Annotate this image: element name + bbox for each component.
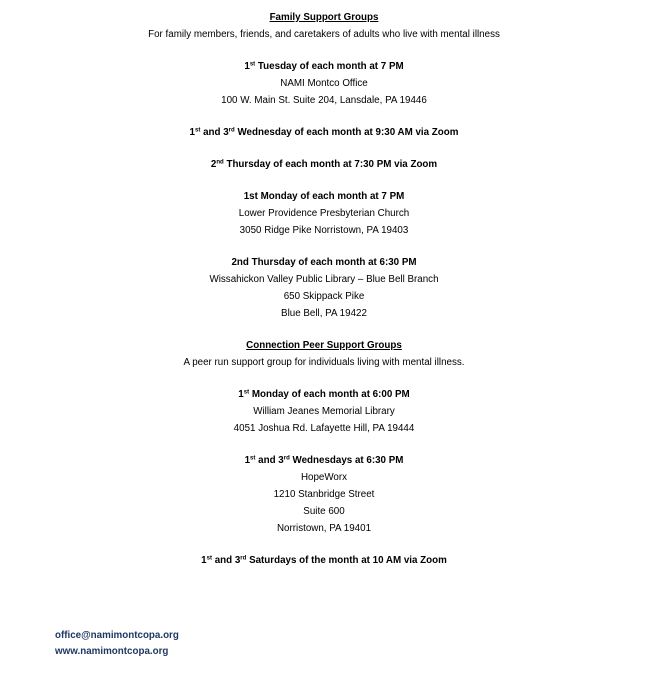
meeting-listing <box>0 124 648 141</box>
meeting-address: 1210 Stanbridge Street <box>273 489 375 500</box>
schedule-text: 1 <box>189 127 195 138</box>
meeting-location-name: NAMI Montco Office <box>280 78 368 89</box>
ordinal-suffix: st <box>206 555 212 562</box>
meeting-schedule: 1st Monday of each month at 7 PM <box>243 191 405 202</box>
section-heading: Connection Peer Support Groups <box>246 340 402 351</box>
meeting-address: 650 Skippack Pike <box>283 291 365 302</box>
schedule-text: and 3 <box>211 555 241 566</box>
contact-website: www.namimontcopa.org <box>55 646 169 657</box>
meeting-address: Suite 600 <box>303 506 345 517</box>
ordinal-suffix: st <box>249 61 256 68</box>
meeting-address: Norristown, PA 19401 <box>276 523 372 534</box>
ordinal-suffix: st <box>250 455 256 462</box>
meeting-schedule <box>0 552 648 569</box>
schedule-text: Tuesday of each month at 7 PM <box>255 61 404 72</box>
meeting-listing <box>0 386 648 437</box>
schedule-text: Saturdays of the month at 10 AM via Zoom <box>246 555 447 566</box>
schedule-text: Wednesdays at 6:30 PM <box>289 455 404 466</box>
contact-email: office@namimontcopa.org <box>55 630 179 641</box>
schedule-text: 2 <box>210 159 217 170</box>
schedule-text: Wednesday of each month at 9:30 AM via Zoom <box>234 127 459 138</box>
ordinal-suffix: nd <box>216 159 224 166</box>
ordinal-suffix: rd <box>283 455 290 462</box>
section-description: For family members, friends, and caretakers of adults who live with mental illness <box>148 29 500 40</box>
family-support-section <box>0 9 648 322</box>
meeting-schedule <box>0 452 648 469</box>
meeting-schedule <box>0 156 648 173</box>
section-description: A peer run support group for individuals living with mental illness. <box>183 357 465 368</box>
ordinal-suffix: rd <box>228 127 235 134</box>
ordinal-suffix: rd <box>240 555 247 562</box>
meeting-location-name: William Jeanes Memorial Library <box>253 406 395 417</box>
meeting-listing <box>0 156 648 173</box>
section-heading: Family Support Groups <box>269 12 379 23</box>
ordinal-suffix: st <box>194 127 201 134</box>
meeting-address: 100 W. Main St. Suite 204, Lansdale, PA 19446 <box>221 95 427 106</box>
schedule-text: 1 <box>238 389 244 400</box>
meeting-schedule <box>0 58 648 75</box>
meeting-listing <box>0 452 648 537</box>
connection-peer-support-section <box>0 337 648 569</box>
meeting-address: 3050 Ridge Pike Norristown, PA 19403 <box>239 225 409 236</box>
meeting-location-name: Wissahickon Valley Public Library – Blue Bell Branch <box>209 274 439 285</box>
schedule-text: and 3 <box>255 455 284 466</box>
meeting-location-name: HopeWorx <box>300 472 348 483</box>
meeting-schedule: 2nd Thursday of each month at 6:30 PM <box>231 257 417 268</box>
meeting-schedule <box>0 386 648 403</box>
meeting-listing <box>0 188 648 239</box>
schedule-text: 1 <box>244 455 251 466</box>
meeting-listing <box>0 58 648 109</box>
meeting-location-name: Lower Providence Presbyterian Church <box>238 208 410 219</box>
schedule-text: Thursday of each month at 7:30 PM via Zoom <box>223 159 438 170</box>
schedule-text: 1 <box>244 61 250 72</box>
ordinal-suffix: st <box>243 389 250 396</box>
contact-footer <box>55 628 179 660</box>
meeting-listing <box>0 552 648 569</box>
meeting-address: 4051 Joshua Rd. Lafayette Hill, PA 19444 <box>233 423 415 434</box>
meeting-listing <box>0 254 648 322</box>
schedule-text: 1 <box>201 555 207 566</box>
schedule-text: Monday of each month at 6:00 PM <box>249 389 410 400</box>
schedule-text: and 3 <box>200 127 229 138</box>
meeting-schedule <box>0 124 648 141</box>
meeting-address: Blue Bell, PA 19422 <box>281 308 367 319</box>
